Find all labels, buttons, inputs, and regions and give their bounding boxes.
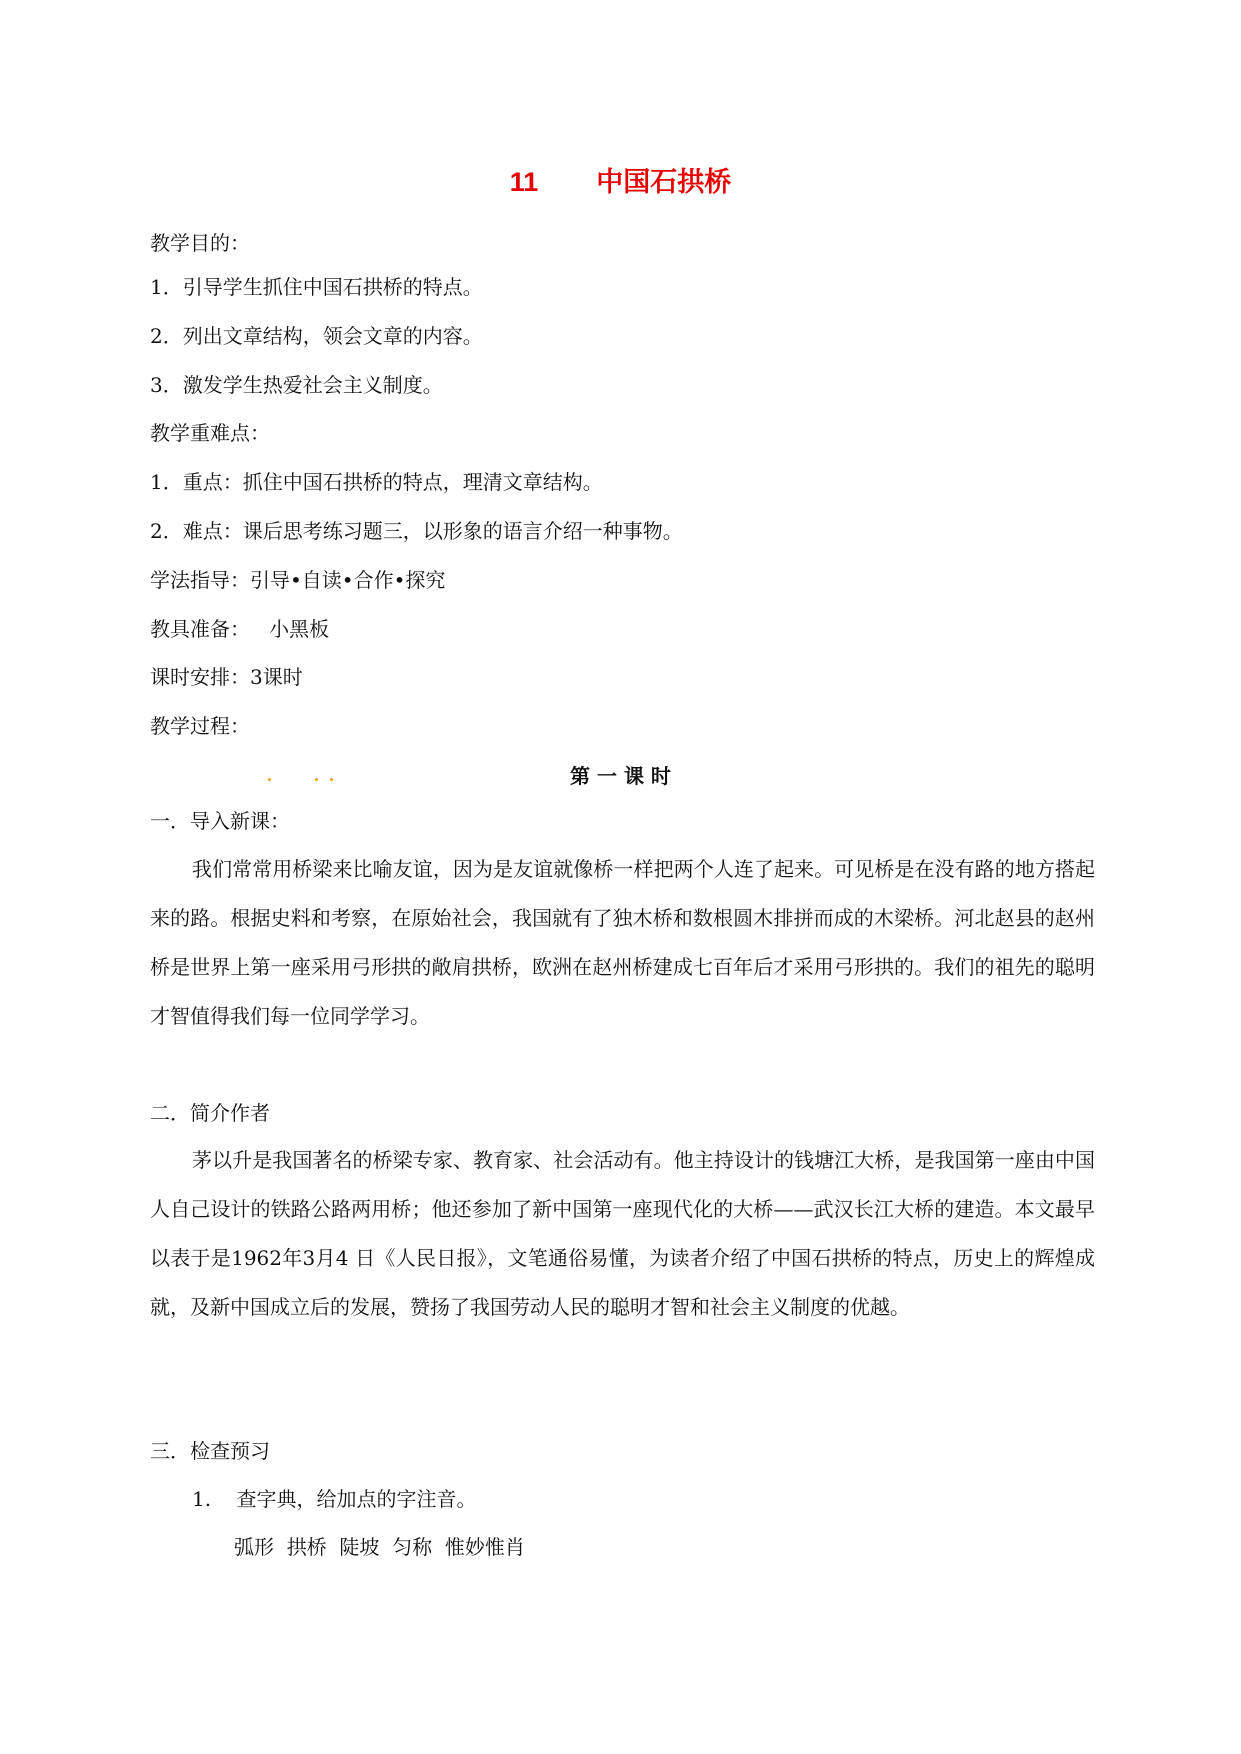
- tools-line: 教具准备： 小黑板: [150, 617, 330, 641]
- objective-item: 2．列出文章结构，领会文章的内容。: [150, 324, 483, 348]
- section2-heading: 二．简介作者: [150, 1101, 270, 1125]
- key-point-item: 2．难点：课后思考练习题三，以形象的语言介绍一种事物。: [150, 519, 683, 543]
- preview-words: 弧形 拱桥 陡坡 匀称 惟妙惟肖: [234, 1535, 525, 1559]
- key-point-item: 1．重点：抓住中国石拱桥的特点，理清文章结构。: [150, 470, 603, 494]
- session-title: 第 一 课 时: [570, 764, 671, 788]
- lesson-title: 中国石拱桥: [596, 167, 732, 198]
- section2-body: 茅以升是我国著名的桥梁专家、教育家、社会活动有。他主持设计的钱塘江大桥，是我国第一座由中国人自己设计的铁路公路两用桥；他还参加了新中国第一座现代化的大桥——武汉长江大桥的建造。本文最早以表于是1962年3月4 日《人民日报》，文笔通俗易懂，为读者介绍了中国石拱桥的特点，历史上的辉煌成就，及新中国成立后的发展，赞扬了我国劳动人民的聪明才智和社会主义制度的优越。: [150, 1148, 1095, 1319]
- key-points-heading: 教学重难点：: [150, 421, 270, 445]
- objective-item: 1．引导学生抓住中国石拱桥的特点。: [150, 275, 483, 299]
- method-line: 学法指导：引导•自读•合作•探究: [150, 568, 446, 592]
- lesson-number: 11: [509, 167, 539, 197]
- page-title: [0, 160, 1241, 199]
- preview-item: 1. 查字典，给加点的字注音。: [192, 1487, 477, 1511]
- objectives-heading: 教学目的：: [150, 231, 250, 255]
- section1-heading: 一．导入新课：: [150, 809, 290, 833]
- objective-item: 3．激发学生热爱社会主义制度。: [150, 373, 443, 397]
- process-heading: 教学过程：: [150, 714, 250, 738]
- section1-body: 我们常常用桥梁来比喻友谊，因为是友谊就像桥一样把两个人连了起来。可见桥是在没有路的地方搭起来的路。根据史料和考察，在原始社会，我国就有了独木桥和数根圆木排拼而成的木梁桥。河北赵县的赵州桥是世界上第一座采用弓形拱的敞肩拱桥，欧洲在赵州桥建成七百年后才采用弓形拱的。我们的祖先的聪明才智值得我们每一位同学学习。: [150, 857, 1095, 1028]
- section3-heading: 三．检查预习: [150, 1439, 270, 1463]
- schedule-line: 课时安排：3课时: [150, 665, 303, 689]
